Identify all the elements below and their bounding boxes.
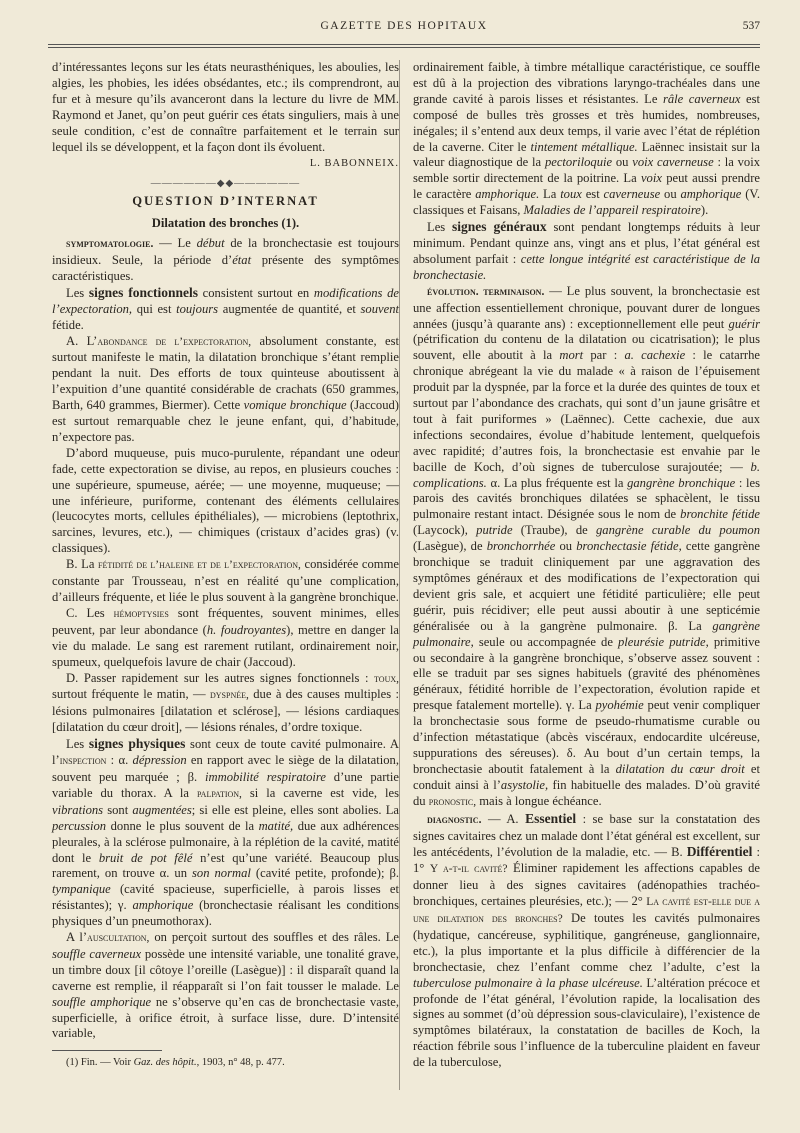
page-header	[48, 18, 760, 38]
article-title: Dilatation des bronches (1).	[151, 216, 300, 231]
paragraph-souffle-continued: ordinairement faible, à timbre métallique caractéristique, ce souffle est dû à la projection des vibrations laryngo-trachéales dans une grande cavité à parois lisses et résistantes. Le râle caverneux est composé de bulles très grosses et très humides, nombreuses, inégales; il s’entend aux deux temps, il varie avec l’état de réplétion de la caverne. Citer le tintement métallique. Laënnec insistait sur la valeur diagnostique de la pectoriloquie ou voix caverneuse : la voix semble sortir directement de la poitrine. La voix peut aussi prendre le caractère amphorique. La toux est caverneuse ou amphorique (V. classiques et Faisans, Maladies de l’appareil respiratoire).	[413, 60, 761, 218]
section-ornament: ——————◆◆——————	[150, 178, 301, 190]
paragraph-auscultation: A l’auscultation, on perçoit surtout des souffles et des râles. Le souffle caverneux possède une intensité variable, une tonalité grave, un timbre doux [il côtoye l’oreille (Lasègue)] : il disparaît quand la caverne est remplie, il réapparaît si l’on fait tousser le malade. Le souffle amphorique ne s’observe qu’en cas de bronchectasie vaste, superficielle, à orifice étroit, à surface lisse, dure. D’intensité variable,	[52, 930, 399, 1041]
paragraph-diagnostic: diagnostic. — A. Essentiel : se base sur la constatation des signes cavitaires chez un malade dont l’état général est excellent, sur les antécédents, l’évolution de la maladie, etc. — B. Différentiel : 1° Y a-t-il cavité? Éliminer rapidement les affections capables de donner lieu à des signes cavitaires (adénopathies trachéo-bronchiques, certaines pleurésies, etc.); — 2° La cavité est-elle due a une dilatation des bronches? De toutes les cavités pulmonaires (hydatique, cancéreuse, syphilitique, gangréneuse, ganglionnaire, etc.), la plus importante et la plus difficile à différencier de la bronchectasie, chez l’enfant comme chez l’adulte, c’est la tuberculose pulmonaire à la phase ulcéreuse. L’altération précoce et profonde de l’état général, l’évolution rapide, la localisation des signes au sommet (d’où dépression sous-claviculaire), l’existence de symptômes bilatéraux, la constatation de bacilles de Koch, la réaction fébrile sous l’influence de la tuberculine plaident en faveur de la tuberculose,	[413, 810, 760, 1070]
author-signature: L. BABONNEIX.	[309, 158, 399, 170]
paragraph-autres-signes: D. Passer rapidement sur les autres signes fonctionnels : toux, surtout fréquente le matin, — dyspnée, due à des causes multiples : lésions pulmonaires [dilatation et sclérose], — lésions cardiaques [dilatation du cœur droit], — lésions rénales, d’ordre toxique.	[52, 670, 399, 735]
section-title: QUESTION D’INTERNAT	[132, 194, 319, 209]
paragraph-signes-generaux: Les signes généraux sont pendant longtemps réduits à leur minimum. Pendant quinze ans, vingt ans et plus, l’état général est absolument parfait : cette longue intégrité est caractéristique de la bronchectasie.	[413, 219, 760, 282]
header-rule-second	[48, 47, 760, 48]
journal-title: GAZETTE DES HOPITAUX	[320, 20, 488, 32]
footnote-rule	[52, 1050, 162, 1051]
left-column	[52, 60, 399, 1071]
header-rule	[48, 44, 760, 45]
paragraph-signes-physiques: Les signes physiques sont ceux de toute cavité pulmonaire. A l’inspection : α. dépression en rapport avec le siège de la dilatation, souvent peu marquée ; β. immobilité respiratoire d’une partie variable du thorax. A la palpation, si la caverne est vide, les vibrations sont augmentées; si elle est pleine, elles sont abolies. La percussion donne le plus souvent de la matité, due aux adhérences pleurales, à la sclérose pulmonaire, à la réplétion de la cavité, matité dont le bruit de pot fêlé n’est qu’une variété. Beaucoup plus rarement, on trouve α. un son normal (cavité petite, profonde); β. tympanique (cavité spacieuse, superficielle, à parois lisses et résistantes); γ. amphorique (bronchectasie réalisant les conditions physiques d’un pneumothorax).	[52, 736, 400, 929]
intro-paragraph: d’intéressantes leçons sur les états neurasthéniques, les aboulies, les algies, les phobies, les idées obsédantes, etc.; ils comprendront, au fur et à mesure qu’ils avanceront dans la lecture du livre de MM. Raymond et Janet, qu’on peut guérir ces états singuliers, mais à une seule condition, c’est de connaître parfaitement et le terrain sur lequel ils se développent, et la façon dont ils évoluent.	[52, 60, 399, 154]
right-column	[413, 60, 760, 1071]
column-divider	[399, 60, 400, 1090]
paragraph-hemoptysies: C. Les hémoptysies sont fréquentes, souvent minimes, elles peuvent, par leur abondance (h. foudroyantes), mettre en danger la vie du malade. Le sang est rarement rutilant, ordinairement noir, spumeux, quelquefois lavure de chair (Jaccoud).	[52, 605, 400, 669]
paragraph-fetidite: B. La fétidité de l’haleine et de l’expectoration, considérée comme constante par Trousseau, n’est en réalité qu’une complication, d’ailleurs fréquente, et liée le plus souvent à la gangrène bronchique.	[52, 557, 399, 604]
paragraph-evolution: évolution. terminaison. — Le plus souvent, la bronchectasie est une affection essentiellement chronique, pouvant durer de longues années (jusqu’à quarante ans) : exceptionnellement elle peut guérir (pétrification du contenu de la dilatation ou cicatrisation); le plus souvent, elle aboutit à la mort par : a. cachexie : le catarrhe chronique abrégeant la vie du malade « à raison de l’épuisement produit par la dyspnée, par la force et la durée des quintes de toux et surtout par l’abondance des crachats, qui sont d’un jaune grisâtre et tout à fait puriformes » (Laënnec). Cette cachexie, due aux infections secondaires, évolue d’habitude lentement, quelquefois avec rapidité; d’autres fois, la bronchectasie est envahie par le bacille de Koch, d’où signes de tuberculose surajoutée; — b. complications. α. La plus fréquente est la gangrène bronchique : les parois des cavités bronchiques dilatées se sphacèlent, le tissu pulmonaire restant intact. Désignée sous le nom de bronchite fétide (Laycock), putride (Traube), de gangrène curable du poumon (Lasègue), de bronchorrhée ou bronchectasie fétide, cette gangrène bronchique se traduit cliniquement par une aggravation des symptômes généraux et des modifications de l’expectoration qui devient gris sale, et acquiert une fétidité particulière; elle peut guérir, puis récidiver; elle peut aussi aboutir à une septicémie généralisée ou à la gangrène pulmonaire. β. La gangrène pulmonaire, seule ou accompagnée de pleurésie putride, primitive ou secondaire à la gangrène bronchique, s’observe assez souvent : elle se traduit par ses signes habituels (gravité des phénomènes généraux, fétidité horrible de l’expectoration, évolution rapide et presque fatalement mortelle). γ. La pyohémie peut venir compliquer la bronchectasie sous forme de pseudo-rhumatisme curable ou d’infection métastatique (abcès viscéraux, endocardite ulcéreuse, suppurations des séreuses). δ. Au bout d’un certain temps, la bronchectasie aboutit fatalement à la dilatation du cœur droit et conduit ainsi à l’asystolie, fin habituelle des malades. D’où gravité du pronostic, mais à longue échéance.	[413, 283, 761, 808]
footnote: (1) Fin. — Voir Gaz. des hôpit., 1903, n° 48, p. 477.	[66, 1057, 285, 1069]
paragraph-symptomatologie: symptomatologie. — Le début de la bronchectasie est toujours insidieux. Seule, la période d’état présente des symptômes caractéristiques.	[52, 236, 400, 283]
paragraph-signes-fonctionnels: Les signes fonctionnels consistent surtout en modifications de l’expectoration, qui est toujours augmentée de quantité, et souvent fétide.	[52, 284, 399, 332]
paragraph-expectoration: D’abord muqueuse, puis muco-purulente, répandant une odeur fade, cette expectoration se divise, au repos, en plusieurs couches : une supérieure, spumeuse, aérée; — une moyenne, muqueuse; — une inférieure, puriforme, contenant des éléments cellulaires (leucocytes morts, cellules épithéliales), — microbiens (leptothrix, sarcines, levures, etc.), — chimiques (cristaux d’acides gras) (v. classiques).	[52, 445, 399, 556]
page-number: 537	[742, 20, 760, 32]
paragraph-abondance: A. L’abondance de l’expectoration, absolument constante, est surtout manifeste le matin, la dilatation bronchique s’étant remplie pendant la nuit. Des efforts de toux quinteuse aboutissent à l’expuition d’une quantité considérable de crachats (650 grammes, Barth, 640 grammes, Biermer). Cette vomique bronchique (Jaccoud) est surtout remarquable chez le jeune enfant, qui, d’habitude, n’expectore pas.	[52, 333, 399, 444]
